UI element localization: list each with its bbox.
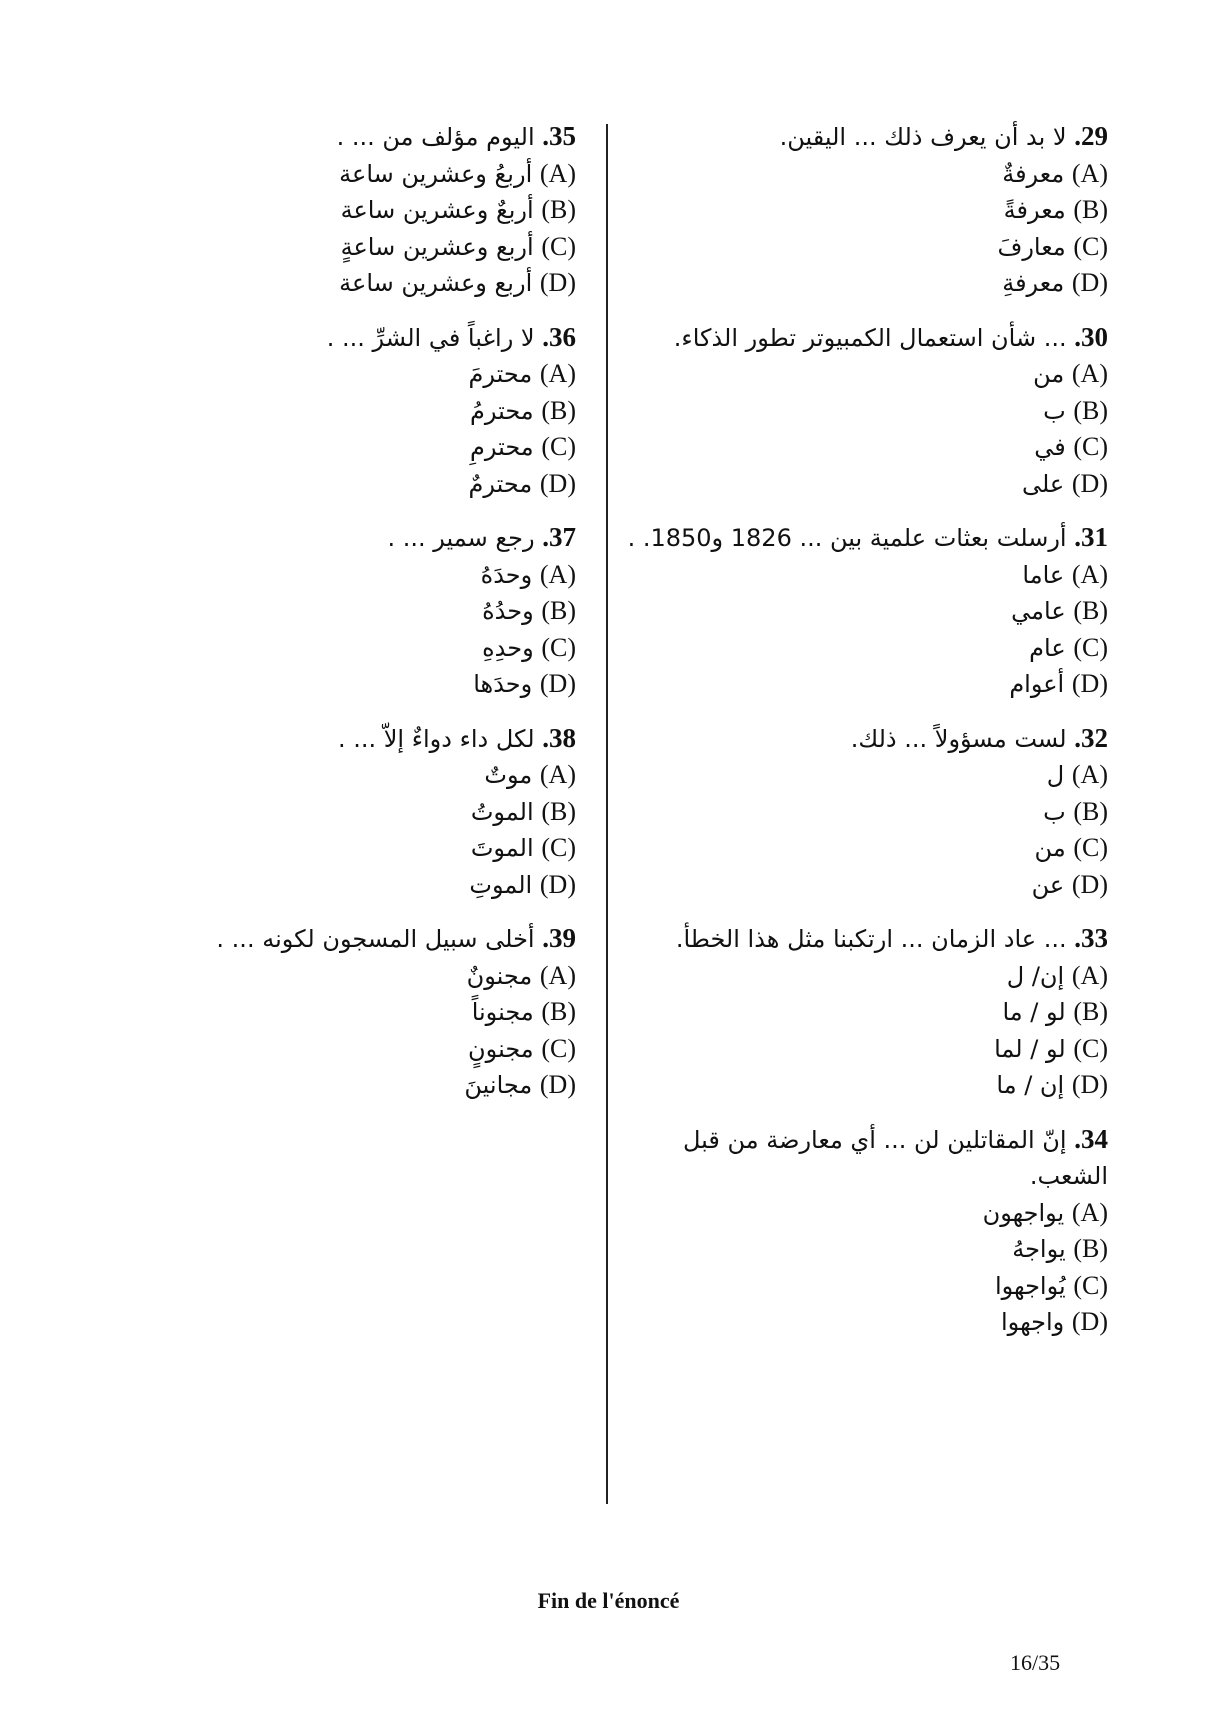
option-item	[200, 958, 576, 995]
left-column	[200, 118, 576, 1121]
question-text: أرسلت بعثات علمية بين ... 1826 و1850. .	[627, 524, 1067, 552]
option-item	[620, 958, 1108, 995]
question-text: ... شأن استعمال الكمبيوتر تطور الذكاء.	[673, 323, 1067, 352]
question-text: لا راغباً في الشرِّ ... .	[326, 323, 535, 352]
question-number: 31.	[1074, 522, 1108, 552]
option-item	[620, 192, 1108, 229]
option-letter: (A)	[539, 158, 576, 188]
option-item	[620, 794, 1108, 831]
right-column	[620, 118, 1108, 1358]
option-letter: (C)	[1073, 632, 1108, 662]
question-text: إنّ المقاتلين لن ... أي معارضة من قبل الشعب.	[682, 1125, 1108, 1190]
option-item	[620, 393, 1108, 430]
option-text: معارفَ	[997, 232, 1066, 261]
question-35	[200, 118, 576, 302]
option-letter: (B)	[1073, 596, 1108, 625]
option-item	[200, 466, 576, 503]
option-item	[620, 830, 1108, 867]
question-stem	[620, 319, 1108, 357]
option-letter: (D)	[1071, 669, 1108, 698]
question-number: 39.	[542, 923, 576, 953]
option-text: إن / ما	[996, 1071, 1065, 1099]
option-text: أربع وعشرين ساعةٍ	[340, 232, 534, 261]
options-list	[200, 356, 576, 502]
option-letter: (D)	[1071, 869, 1108, 899]
option-item	[200, 630, 576, 667]
question-number: 37.	[542, 522, 576, 552]
option-letter: (D)	[1071, 468, 1108, 498]
option-letter: (A)	[1071, 359, 1108, 388]
options-list	[200, 156, 576, 302]
option-letter: (A)	[539, 760, 576, 789]
option-text: وحدَها	[473, 670, 533, 698]
option-letter: (C)	[1073, 231, 1108, 261]
option-item	[620, 994, 1108, 1031]
option-text: واجهوا	[1001, 1308, 1065, 1336]
option-text: مجانينَ	[464, 1071, 533, 1099]
option-item	[620, 429, 1108, 466]
option-item	[620, 1268, 1108, 1305]
column-divider	[606, 124, 608, 1504]
option-letter: (C)	[541, 231, 576, 261]
option-item	[620, 356, 1108, 393]
option-item	[620, 229, 1108, 266]
option-item	[200, 593, 576, 630]
option-text: من	[1033, 360, 1065, 388]
option-letter: (B)	[541, 195, 576, 224]
option-item	[200, 994, 576, 1031]
option-letter: (B)	[541, 997, 576, 1026]
option-text: معرفةً	[1003, 196, 1066, 224]
question-text: اليوم مؤلف من ... .	[336, 123, 535, 151]
option-letter: (B)	[1073, 997, 1108, 1026]
option-letter: (A)	[539, 559, 576, 589]
question-text: رجع سمير ... .	[387, 524, 535, 552]
option-item	[620, 1195, 1108, 1232]
option-item	[620, 1231, 1108, 1268]
question-stem	[620, 118, 1108, 156]
question-stem	[620, 1121, 1108, 1195]
question-number: 29.	[1074, 121, 1108, 151]
option-text: ب	[1043, 797, 1066, 826]
option-letter: (C)	[541, 1033, 576, 1063]
question-stem	[200, 720, 576, 758]
question-text: أخلى سبيل المسجون لكونه ... .	[216, 925, 535, 953]
option-item	[620, 1304, 1108, 1341]
option-text: معرفةِ	[1002, 269, 1065, 297]
option-item	[620, 867, 1108, 904]
option-letter: (D)	[1071, 1307, 1108, 1336]
question-32	[620, 720, 1108, 904]
option-text: لو / لما	[994, 1034, 1066, 1063]
option-text: يواجهُ	[1012, 1235, 1066, 1263]
question-text: لا بد أن يعرف ذلك ... اليقين.	[779, 123, 1067, 151]
option-item	[200, 192, 576, 229]
option-text: الموتَ	[470, 834, 534, 862]
option-item	[200, 794, 576, 831]
question-stem	[200, 319, 576, 357]
option-letter: (D)	[1071, 268, 1108, 297]
option-letter: (B)	[541, 395, 576, 425]
option-text: الموتُ	[470, 797, 534, 826]
question-number: 33.	[1074, 923, 1108, 953]
option-item	[620, 466, 1108, 503]
option-letter: (D)	[539, 1070, 576, 1099]
option-text: وحدِهِ	[482, 633, 534, 662]
question-38	[200, 720, 576, 904]
option-text: وحدَهُ	[480, 560, 533, 589]
option-letter: (B)	[541, 796, 576, 826]
options-list	[620, 1195, 1108, 1341]
end-of-statement-text: Fin de l'énoncé	[537, 1588, 680, 1613]
question-number: 38.	[542, 722, 576, 753]
question-34	[620, 1121, 1108, 1341]
option-text: عامي	[1011, 597, 1066, 625]
options-list	[620, 356, 1108, 502]
options-list	[200, 557, 576, 703]
question-number: 35.	[542, 121, 576, 151]
option-item	[620, 557, 1108, 594]
option-letter: (A)	[1071, 760, 1108, 789]
option-item	[620, 265, 1108, 302]
option-item	[620, 1031, 1108, 1068]
option-item	[200, 229, 576, 266]
option-letter: (A)	[1071, 559, 1108, 589]
option-item	[200, 867, 576, 904]
option-text: أربعُ وعشرين ساعة	[339, 159, 533, 188]
option-text: أعوام	[1009, 670, 1065, 698]
options-list	[620, 757, 1108, 903]
option-letter: (A)	[1071, 1197, 1108, 1227]
option-letter: (B)	[1073, 1234, 1108, 1263]
option-letter: (D)	[539, 468, 576, 498]
question-stem	[620, 720, 1108, 758]
option-item	[200, 429, 576, 466]
option-item	[200, 666, 576, 703]
option-letter: (C)	[1073, 1270, 1108, 1300]
option-item	[200, 1067, 576, 1104]
question-37	[200, 519, 576, 703]
option-letter: (A)	[539, 960, 576, 990]
option-letter: (C)	[1073, 1033, 1108, 1063]
option-text: عن	[1031, 870, 1065, 899]
option-text: محترمِ	[469, 433, 534, 461]
option-text: وحدُهُ	[482, 597, 534, 625]
options-list	[620, 958, 1108, 1104]
option-text: عام	[1029, 633, 1066, 662]
option-item	[200, 757, 576, 794]
option-text: مجنونٍ	[468, 1034, 534, 1063]
option-text: من	[1034, 834, 1066, 862]
option-letter: (D)	[539, 268, 576, 297]
option-letter: (B)	[1073, 796, 1108, 826]
option-item	[620, 593, 1108, 630]
option-text: مجنوناً	[471, 998, 534, 1026]
option-letter: (D)	[1071, 1070, 1108, 1099]
option-text: محترمَ	[468, 360, 533, 388]
option-text: موتٌ	[484, 761, 533, 789]
option-text: الموتِ	[469, 870, 533, 899]
option-text: لو / ما	[1002, 998, 1066, 1026]
option-letter: (C)	[541, 833, 576, 862]
option-letter: (B)	[1073, 395, 1108, 425]
option-text: معرفةٌ	[1002, 159, 1065, 188]
option-item	[620, 666, 1108, 703]
option-text: أربعٌ وعشرين ساعة	[340, 196, 534, 224]
option-item	[200, 356, 576, 393]
options-list	[620, 557, 1108, 703]
option-letter: (B)	[541, 596, 576, 625]
option-letter: (C)	[1073, 833, 1108, 862]
option-letter: (D)	[539, 669, 576, 698]
option-item	[200, 557, 576, 594]
question-stem	[200, 519, 576, 557]
option-text: عاما	[1022, 560, 1065, 589]
option-item	[200, 393, 576, 430]
options-list	[620, 156, 1108, 302]
question-number: 34.	[1074, 1123, 1108, 1154]
options-list	[200, 958, 576, 1104]
option-letter: (A)	[539, 359, 576, 388]
question-stem	[620, 920, 1108, 958]
options-list	[200, 757, 576, 903]
question-31	[620, 519, 1108, 703]
option-item	[620, 630, 1108, 667]
question-33	[620, 920, 1108, 1104]
option-letter: (D)	[539, 869, 576, 899]
question-39	[200, 920, 576, 1104]
option-text: يواجهون	[982, 1198, 1065, 1227]
question-text: لست مسؤولاً ... ذلك.	[850, 724, 1067, 753]
question-stem	[200, 920, 576, 958]
question-text: لكل داء دواءٌ إلاّ ... .	[337, 724, 535, 753]
option-item	[620, 156, 1108, 193]
option-letter: (C)	[1073, 432, 1108, 461]
question-stem	[200, 118, 576, 156]
option-text: يُواجهوا	[994, 1271, 1066, 1300]
page-number: 16/35	[1010, 1650, 1061, 1675]
option-item	[200, 156, 576, 193]
option-text: محترمُ	[469, 396, 534, 425]
question-stem	[620, 519, 1108, 557]
option-item	[620, 1067, 1108, 1104]
option-letter: (A)	[1071, 158, 1108, 188]
option-item	[620, 757, 1108, 794]
option-text: أربع وعشرين ساعة	[339, 269, 533, 297]
question-text: ... عاد الزمان ... ارتكبنا مثل هذا الخطأ.	[675, 925, 1067, 953]
option-item	[200, 265, 576, 302]
option-text: محترمٌ	[468, 469, 533, 498]
question-36	[200, 319, 576, 503]
option-letter: (C)	[541, 632, 576, 662]
question-number: 30.	[1074, 321, 1108, 352]
option-letter: (A)	[1071, 960, 1108, 990]
question-number: 32.	[1074, 722, 1108, 753]
option-letter: (C)	[541, 432, 576, 461]
option-text: ل	[1046, 761, 1065, 789]
option-item	[200, 1031, 576, 1068]
question-29	[620, 118, 1108, 302]
option-text: على	[1021, 469, 1065, 498]
option-text: في	[1034, 433, 1066, 461]
option-letter: (B)	[1073, 195, 1108, 224]
question-30	[620, 319, 1108, 503]
option-item	[200, 830, 576, 867]
option-text: إن/ ل	[1006, 961, 1065, 990]
option-text: ب	[1043, 396, 1066, 425]
question-number: 36.	[542, 321, 576, 352]
option-text: مجنونٌ	[466, 961, 533, 990]
